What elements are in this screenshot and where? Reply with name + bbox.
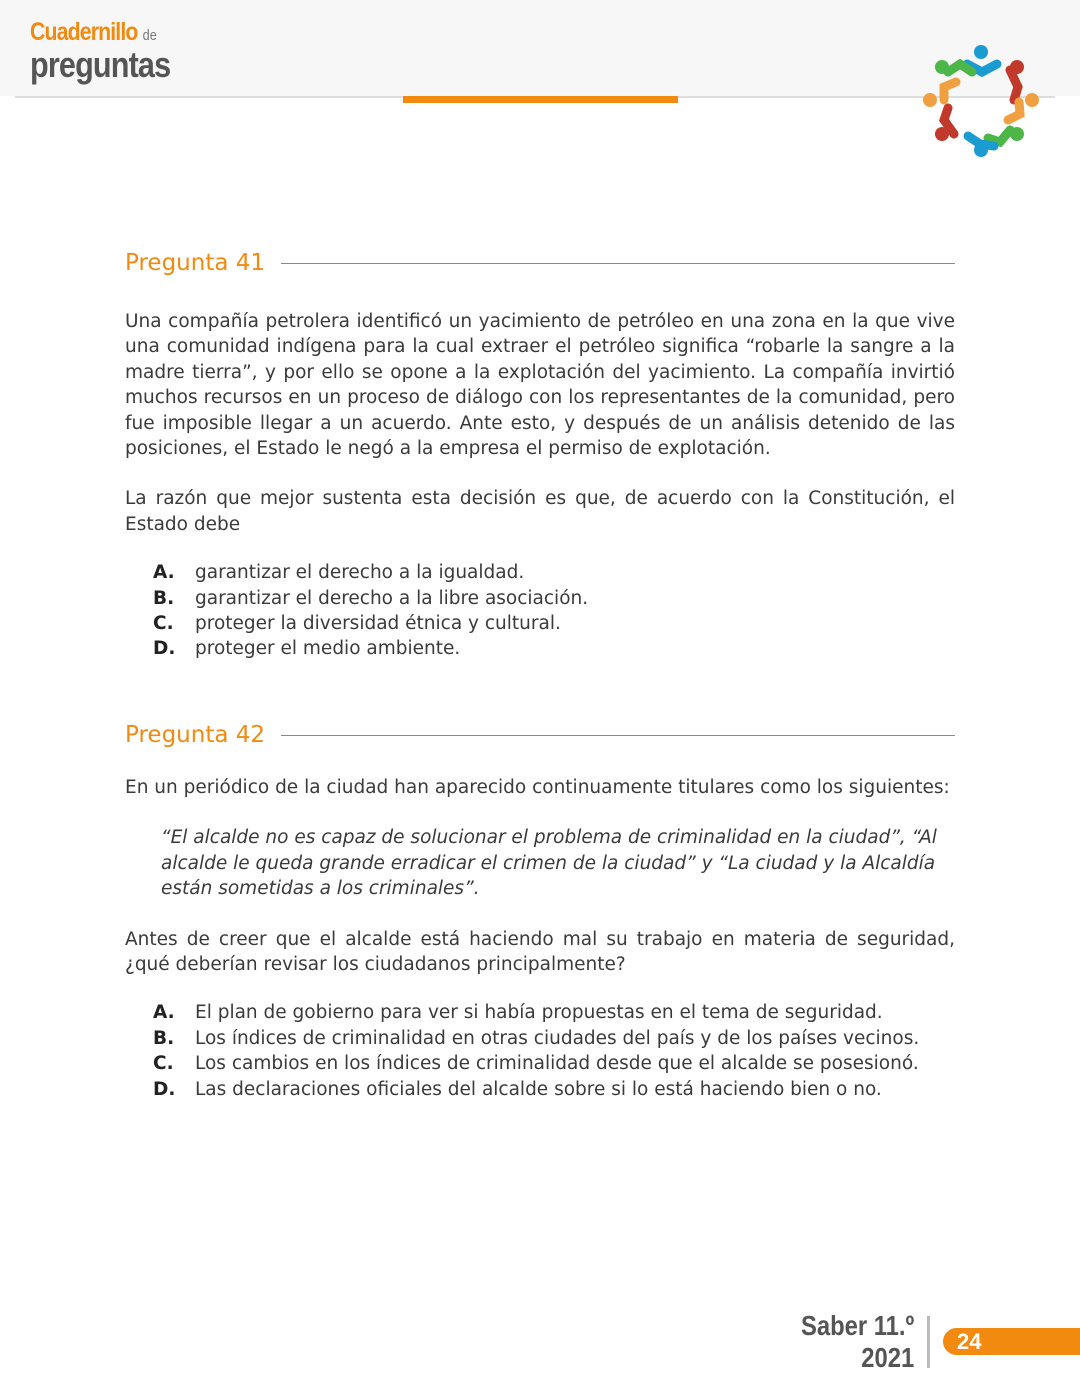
option-text: proteger la diversidad étnica y cultural. bbox=[195, 613, 561, 635]
option-text: Los cambios en los índices de criminalidad desde que el alcalde se posesionó. bbox=[195, 1053, 919, 1075]
question-context: Una compañía petrolera identificó un yacimiento de petróleo en una zona en la que vive una comunidad indígena para la cual extraer el petróleo significa “robarle la sangre a la madre tierra”, y por ello se opone a la explotación del yacimiento. La compañía invirtió muchos recursos en un proceso de diálogo con los representantes de la comunidad, pero fue imposible llegar a un acuerdo. Ante esto, y después de un análisis detenido de las posiciones, el Estado le negó a la empresa el permiso de explotación. bbox=[125, 311, 955, 460]
footer-separator bbox=[927, 1316, 930, 1368]
option-text: garantizar el derecho a la igualdad. bbox=[195, 562, 525, 584]
option-b[interactable] bbox=[153, 586, 955, 611]
option-text: Las declaraciones oficiales del alcalde sobre si lo está haciendo bien o no. bbox=[195, 1078, 882, 1100]
headlines-quote: “El alcalde no es capaz de solucionar el problema de criminalidad en la ciudad”, “Al alcalde le queda grande erradicar el crimen de la ciudad” y “La ciudad y la Alcaldía están sometidas a los criminales”. bbox=[161, 827, 937, 900]
option-text: proteger el medio ambiente. bbox=[195, 638, 461, 660]
option-d[interactable] bbox=[153, 1077, 955, 1102]
community-logo-icon bbox=[922, 42, 1040, 160]
option-c[interactable] bbox=[153, 611, 955, 636]
option-b[interactable] bbox=[153, 1026, 955, 1051]
brand-de: de bbox=[142, 27, 157, 44]
option-letter: B. bbox=[153, 587, 175, 609]
brand-title bbox=[30, 18, 157, 47]
title-rule bbox=[281, 735, 955, 736]
option-a[interactable] bbox=[153, 560, 955, 585]
question-title: Pregunta 41 bbox=[125, 250, 266, 276]
option-letter: B. bbox=[153, 1027, 175, 1049]
question-stem: Antes de creer que el alcalde está haciendo mal su trabajo en materia de seguridad, ¿qué deberían revisar los ciudadanos principalmente? bbox=[125, 928, 955, 976]
option-d[interactable] bbox=[153, 636, 955, 661]
header-accent-bar bbox=[403, 96, 678, 103]
option-c[interactable] bbox=[153, 1051, 955, 1076]
option-letter: C. bbox=[153, 1053, 174, 1075]
option-text: garantizar el derecho a la libre asociación. bbox=[195, 587, 589, 609]
option-letter: A. bbox=[153, 562, 175, 584]
brand-line1: Cuadernillo bbox=[30, 18, 138, 46]
question-title: Pregunta 42 bbox=[125, 722, 266, 748]
answer-options bbox=[153, 1000, 955, 1102]
question-header bbox=[125, 250, 955, 276]
question-42 bbox=[125, 722, 955, 1102]
option-text: El plan de gobierno para ver si había propuestas en el tema de seguridad. bbox=[195, 1002, 883, 1024]
title-rule bbox=[281, 263, 955, 264]
option-letter: A. bbox=[153, 1002, 175, 1024]
option-letter: C. bbox=[153, 613, 174, 635]
footer-year: 2021 bbox=[861, 1342, 914, 1373]
question-header bbox=[125, 722, 955, 748]
brand-subtitle: preguntas bbox=[30, 44, 171, 85]
question-41 bbox=[125, 250, 955, 662]
page-number: 24 bbox=[943, 1328, 1080, 1355]
footer-exam: Saber 11.º bbox=[800, 1310, 914, 1341]
question-stem: La razón que mejor sustenta esta decisión es que, de acuerdo con la Constitución, el Estado debe bbox=[125, 488, 955, 535]
option-text: Los índices de criminalidad en otras ciudades del país y de los países vecinos. bbox=[195, 1027, 920, 1049]
option-letter: D. bbox=[153, 638, 176, 660]
question-intro: En un periódico de la ciudad han aparecido continuamente titulares como los siguientes: bbox=[125, 777, 950, 798]
answer-options bbox=[153, 560, 955, 662]
option-a[interactable] bbox=[153, 1000, 955, 1025]
option-letter: D. bbox=[153, 1078, 176, 1100]
footer-exam-info bbox=[801, 1310, 914, 1374]
